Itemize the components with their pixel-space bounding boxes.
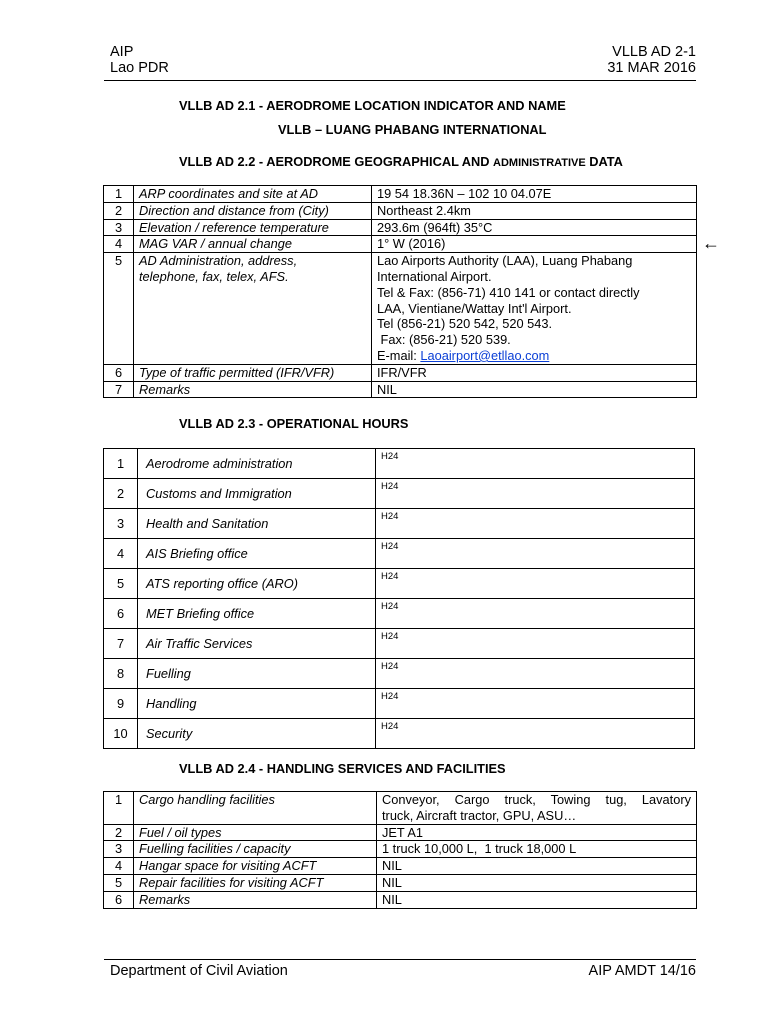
row-label: Aerodrome administration: [138, 449, 376, 479]
row-label: Elevation / reference temperature: [134, 219, 372, 236]
table-row: [104, 449, 695, 479]
section-2-1-subtitle: VLLB – LUANG PHABANG INTERNATIONAL: [278, 122, 547, 137]
table-row: [104, 841, 697, 858]
change-arrow-icon: ←: [702, 233, 720, 253]
row-value: H24: [376, 659, 695, 689]
table-row: [104, 479, 695, 509]
table-row: [104, 186, 697, 203]
row-value: H24: [376, 479, 695, 509]
footer-amendment: AIP AMDT 14/16: [588, 963, 696, 979]
row-value: JET A1: [377, 824, 697, 841]
row-value: NIL: [377, 858, 697, 875]
table-row: [104, 824, 697, 841]
section-2-3-title: VLLB AD 2.3 - OPERATIONAL HOURS: [179, 416, 409, 431]
table-row: [104, 689, 695, 719]
table-row: [104, 599, 695, 629]
row-label: Customs and Immigration: [138, 479, 376, 509]
row-number: 7: [104, 629, 138, 659]
row-number: 6: [104, 364, 134, 381]
row-value: 1° W (2016): [372, 236, 697, 253]
row-label: Remarks: [134, 381, 372, 398]
row-value: NIL: [377, 891, 697, 908]
row-number: 8: [104, 659, 138, 689]
row-number: 3: [104, 841, 134, 858]
row-number: 2: [104, 479, 138, 509]
row-label: Direction and distance from (City): [134, 202, 372, 219]
table-row: [104, 569, 695, 599]
handling-services-table: [103, 791, 697, 909]
table-row: [104, 236, 697, 253]
footer-rule: [104, 959, 696, 960]
row-number: 5: [104, 253, 134, 365]
table-row: [104, 219, 697, 236]
row-number: 4: [104, 539, 138, 569]
header-rule: [104, 80, 696, 81]
row-value: H24: [376, 629, 695, 659]
row-number: 2: [104, 202, 134, 219]
row-value: H24: [376, 719, 695, 749]
row-label: Health and Sanitation: [138, 509, 376, 539]
header-page-id: VLLB AD 2-1: [612, 44, 696, 60]
operational-hours-table: [103, 448, 695, 749]
row-number: 3: [104, 509, 138, 539]
row-value: NIL: [372, 381, 697, 398]
row-value: Northeast 2.4km: [372, 202, 697, 219]
table-row: [104, 509, 695, 539]
row-label: Fuelling facilities / capacity: [134, 841, 377, 858]
row-label: AD Administration, address, telephone, fax, telex, AFS.: [134, 253, 372, 365]
row-label: Air Traffic Services: [138, 629, 376, 659]
row-value: Lao Airports Authority (LAA), Luang Phabang International Airport. Tel & Fax: (856-71) 410 141 or contact directly LAA, Vientiane/Wattay Int'l Airport. Tel (856-21) 520 542, 520 543. Fax: (856-21) 520 539. E-mail: Laoairport@etllao.com: [372, 253, 697, 365]
row-number: 10: [104, 719, 138, 749]
row-value: 19 54 18.36N – 102 10 04.07E: [372, 186, 697, 203]
section-2-4-title: VLLB AD 2.4 - HANDLING SERVICES AND FACILITIES: [179, 761, 506, 776]
row-label: Repair facilities for visiting ACFT: [134, 874, 377, 891]
row-number: 1: [104, 186, 134, 203]
row-label: Remarks: [134, 891, 377, 908]
email-link[interactable]: Laoairport@etllao.com: [420, 347, 550, 363]
table-row: [104, 202, 697, 219]
table-row: [104, 891, 697, 908]
row-number: 1: [104, 449, 138, 479]
header-country: Lao PDR: [110, 60, 169, 76]
row-number: 3: [104, 219, 134, 236]
row-number: 4: [104, 236, 134, 253]
section-2-2-title: VLLB AD 2.2 - AERODROME GEOGRAPHICAL AND ADMINISTRATIVE DATA: [179, 154, 623, 169]
geo-admin-table: [103, 185, 697, 398]
row-number: 5: [104, 569, 138, 599]
row-number: 1: [104, 792, 134, 825]
row-value: H24: [376, 689, 695, 719]
row-label: MAG VAR / annual change: [134, 236, 372, 253]
table-row: [104, 539, 695, 569]
section-2-1-title: VLLB AD 2.1 - AERODROME LOCATION INDICATOR AND NAME: [179, 98, 566, 113]
row-value: 293.6m (964ft) 35°C: [372, 219, 697, 236]
row-value: NIL: [377, 874, 697, 891]
row-number: 2: [104, 824, 134, 841]
row-number: 6: [104, 891, 134, 908]
footer-department: Department of Civil Aviation: [110, 963, 288, 979]
row-value: H24: [376, 449, 695, 479]
row-label: ATS reporting office (ARO): [138, 569, 376, 599]
row-value: 1 truck 10,000 L, 1 truck 18,000 L: [377, 841, 697, 858]
table-row: [104, 659, 695, 689]
header-date: 31 MAR 2016: [607, 60, 696, 76]
row-label: Type of traffic permitted (IFR/VFR): [134, 364, 372, 381]
header-left: [110, 44, 169, 76]
row-value: Conveyor, Cargo truck, Towing tug, Lavatory truck, Aircraft tractor, GPU, ASU…: [377, 792, 697, 825]
row-label: ARP coordinates and site at AD: [134, 186, 372, 203]
table-row: [104, 381, 697, 398]
row-value: H24: [376, 539, 695, 569]
table-row: [104, 629, 695, 659]
row-label: AIS Briefing office: [138, 539, 376, 569]
table-row: [104, 253, 697, 365]
row-number: 6: [104, 599, 138, 629]
row-value: IFR/VFR: [372, 364, 697, 381]
row-label: Security: [138, 719, 376, 749]
table-row: [104, 874, 697, 891]
row-value: H24: [376, 569, 695, 599]
row-label: Cargo handling facilities: [134, 792, 377, 825]
row-value: H24: [376, 509, 695, 539]
row-label: MET Briefing office: [138, 599, 376, 629]
table-row: [104, 719, 695, 749]
row-value: H24: [376, 599, 695, 629]
row-label: Hangar space for visiting ACFT: [134, 858, 377, 875]
row-label: Fuel / oil types: [134, 824, 377, 841]
table-row: [104, 792, 697, 825]
header-right: [607, 44, 696, 76]
row-number: 9: [104, 689, 138, 719]
row-label: Handling: [138, 689, 376, 719]
row-number: 5: [104, 874, 134, 891]
header-publication: AIP: [110, 44, 134, 60]
row-number: 4: [104, 858, 134, 875]
table-row: [104, 364, 697, 381]
table-row: [104, 858, 697, 875]
row-number: 7: [104, 381, 134, 398]
row-label: Fuelling: [138, 659, 376, 689]
